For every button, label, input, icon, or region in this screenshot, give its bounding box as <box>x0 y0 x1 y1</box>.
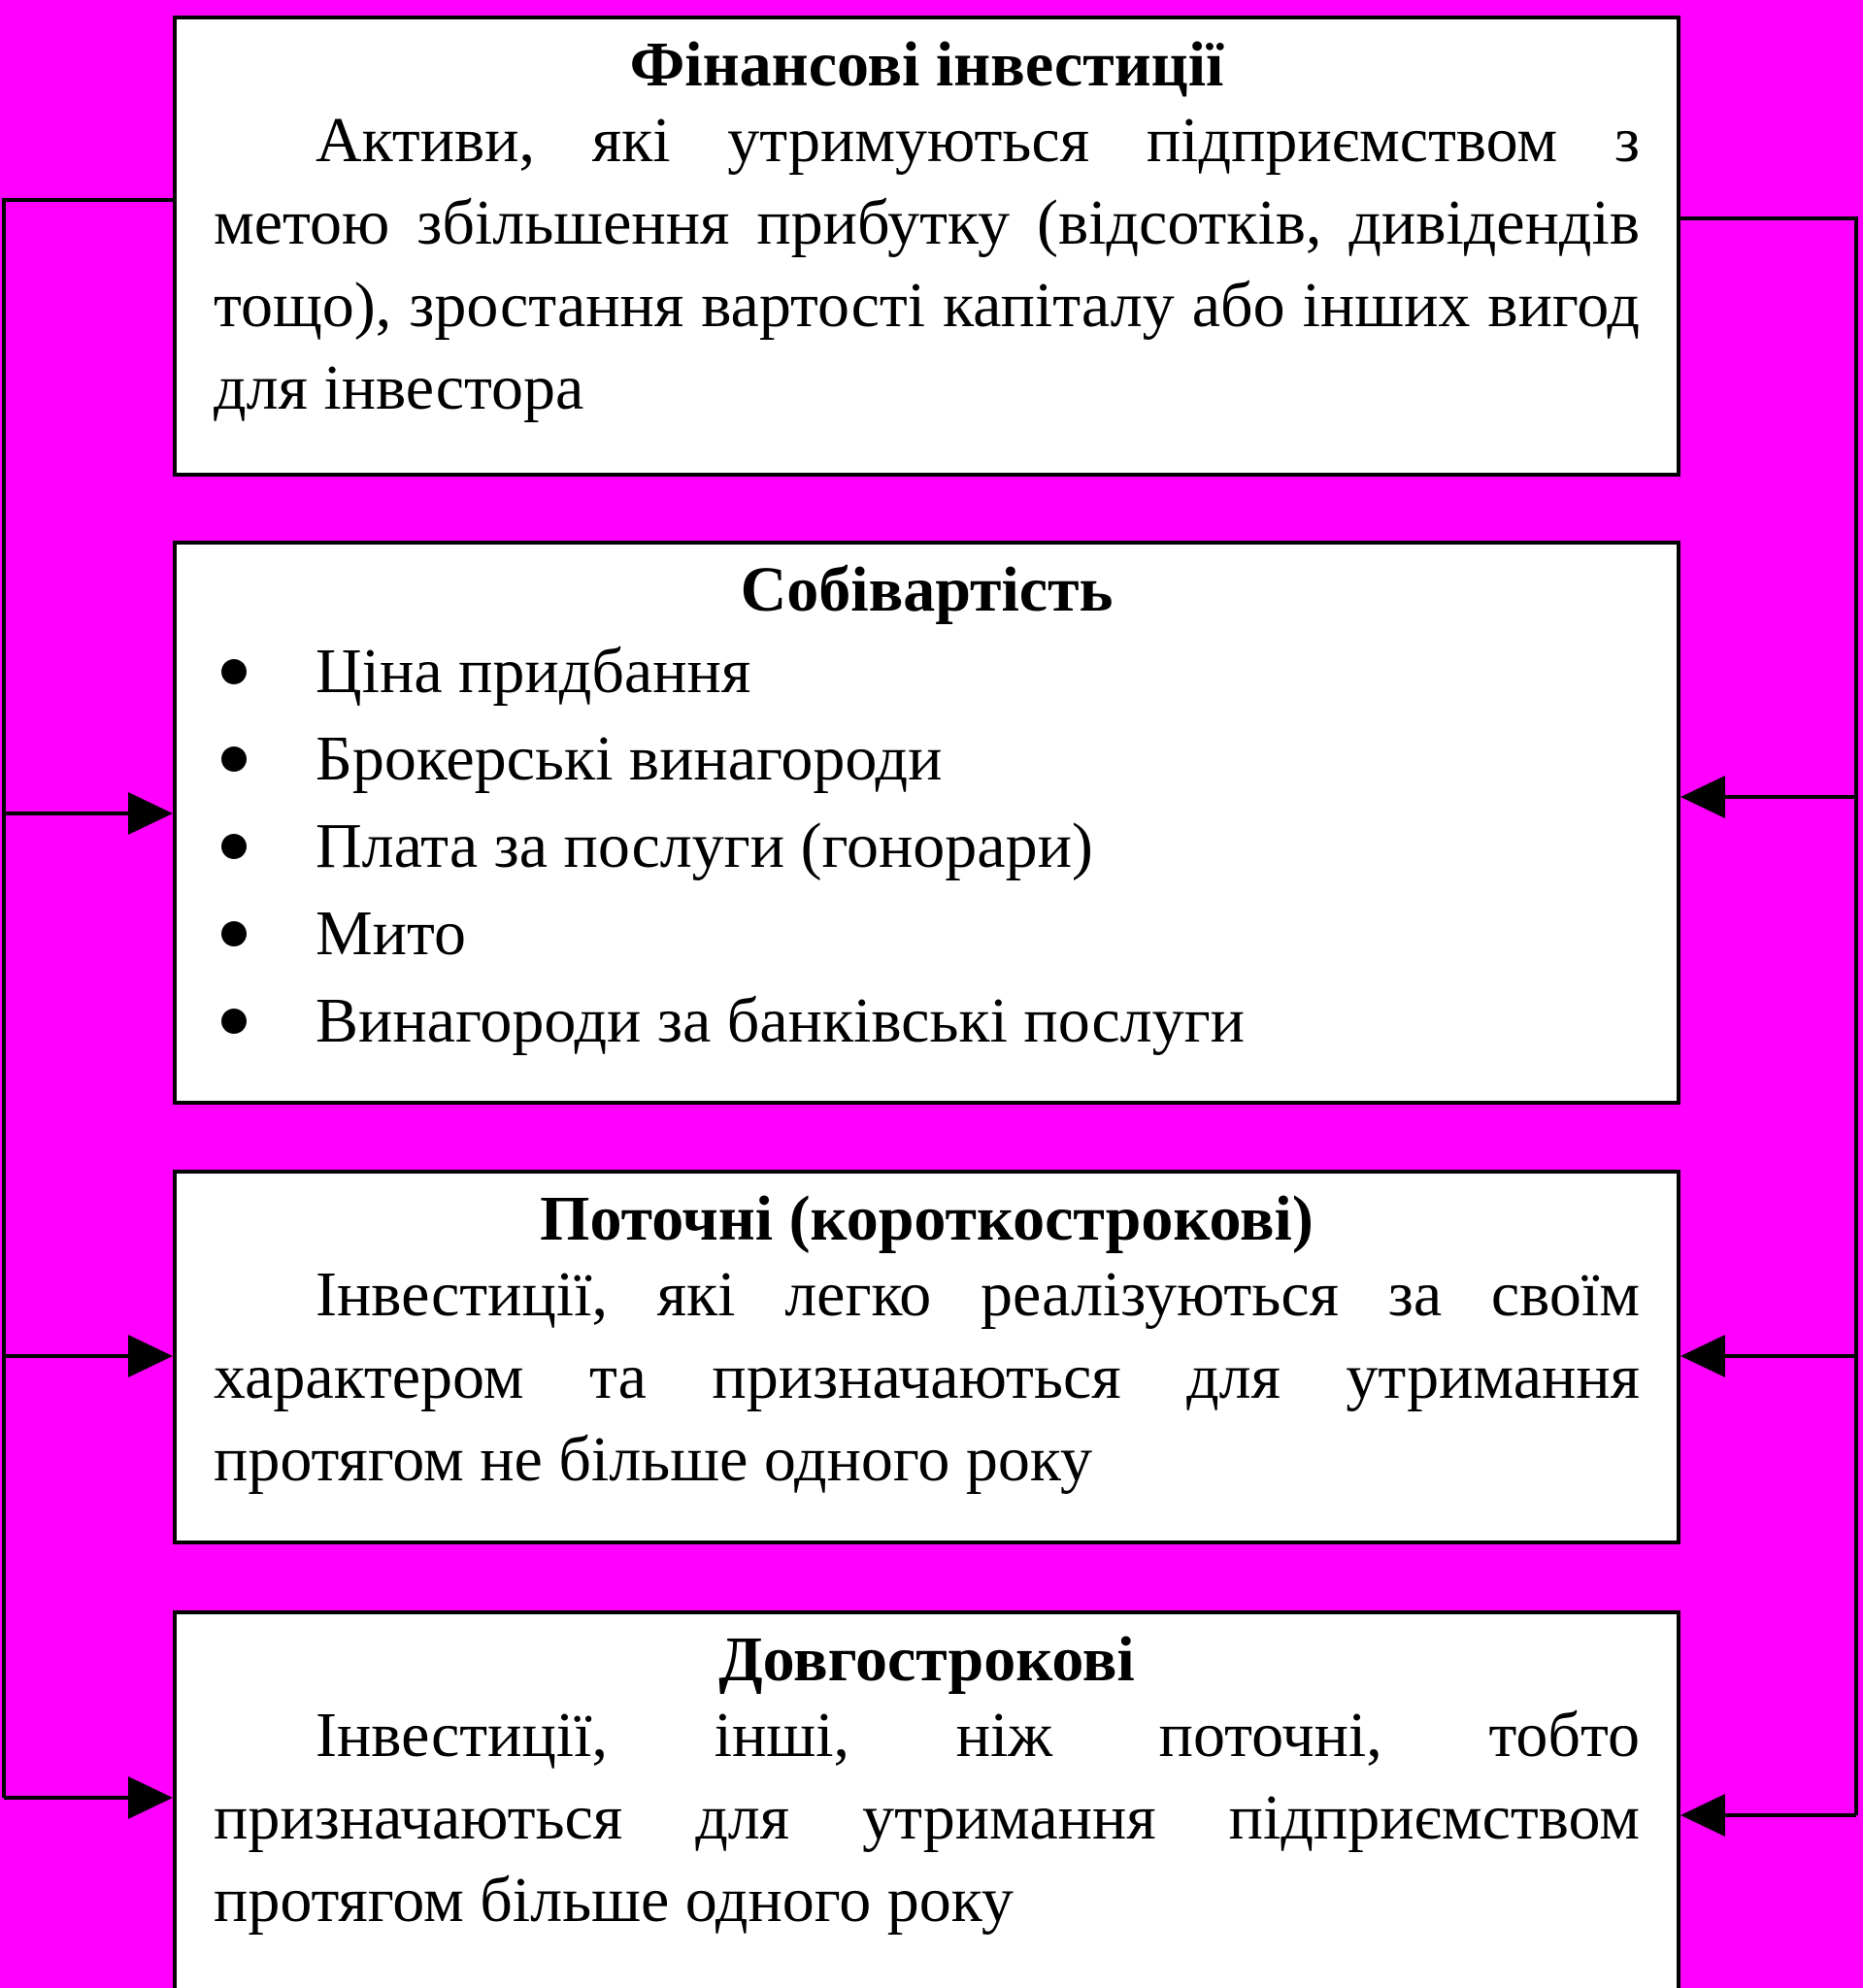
current-investments-title: Поточні (короткострокові) <box>540 1183 1314 1254</box>
cost-item <box>214 890 1640 977</box>
cost-title: Собівартість <box>740 554 1114 625</box>
current-investments-text: Інвестиції, які легко реалізуються за своїм характером та призначаються для утримання протягом не більше одного року <box>214 1259 1640 1495</box>
cost-item-label: Ціна придбання <box>316 636 751 707</box>
financial-investments-text: Активи, які утримуються підприємством з метою збільшення прибутку (відсотків, дивідендів тощо), зростання вартості капіталу або інших вигод для інвестора <box>214 105 1640 423</box>
bullet-icon <box>221 921 247 946</box>
long-term-investments-title: Довгострокові <box>718 1624 1135 1695</box>
cost-item <box>214 628 1640 715</box>
cost-item-label: Винагороди за банківські послуги <box>316 985 1245 1056</box>
cost-box <box>173 541 1680 1105</box>
cost-item <box>214 977 1640 1065</box>
left-arrowhead-longterm <box>128 1776 173 1819</box>
left-arrowhead-cost <box>128 792 173 835</box>
left-connector-trunk <box>4 200 173 1798</box>
cost-item-label: Мито <box>316 898 466 969</box>
right-arrowhead-cost <box>1680 776 1725 818</box>
bullet-icon <box>221 659 247 684</box>
financial-investments-box <box>173 16 1680 477</box>
right-arrowhead-current <box>1680 1335 1725 1377</box>
bullet-icon <box>221 834 247 859</box>
left-arrowhead-current <box>128 1335 173 1377</box>
bullet-icon <box>221 746 247 772</box>
cost-items-list <box>214 628 1640 1065</box>
cost-item <box>214 803 1640 890</box>
cost-item-label: Брокерські винагороди <box>316 723 943 794</box>
cost-item <box>214 715 1640 803</box>
bullet-icon <box>221 1009 247 1034</box>
right-arrowhead-longterm <box>1680 1794 1725 1837</box>
long-term-investments-box <box>173 1610 1680 1988</box>
long-term-investments-text: Інвестиції, інші, ніж поточні, тобто призначаються для утримання підприємством протягом більше одного року <box>214 1700 1640 1936</box>
current-investments-box <box>173 1170 1680 1544</box>
cost-item-label: Плата за послуги (гонорари) <box>316 811 1093 881</box>
financial-investments-title: Фінансові інвестиції <box>629 29 1224 100</box>
right-connector-trunk <box>1680 218 1856 1815</box>
